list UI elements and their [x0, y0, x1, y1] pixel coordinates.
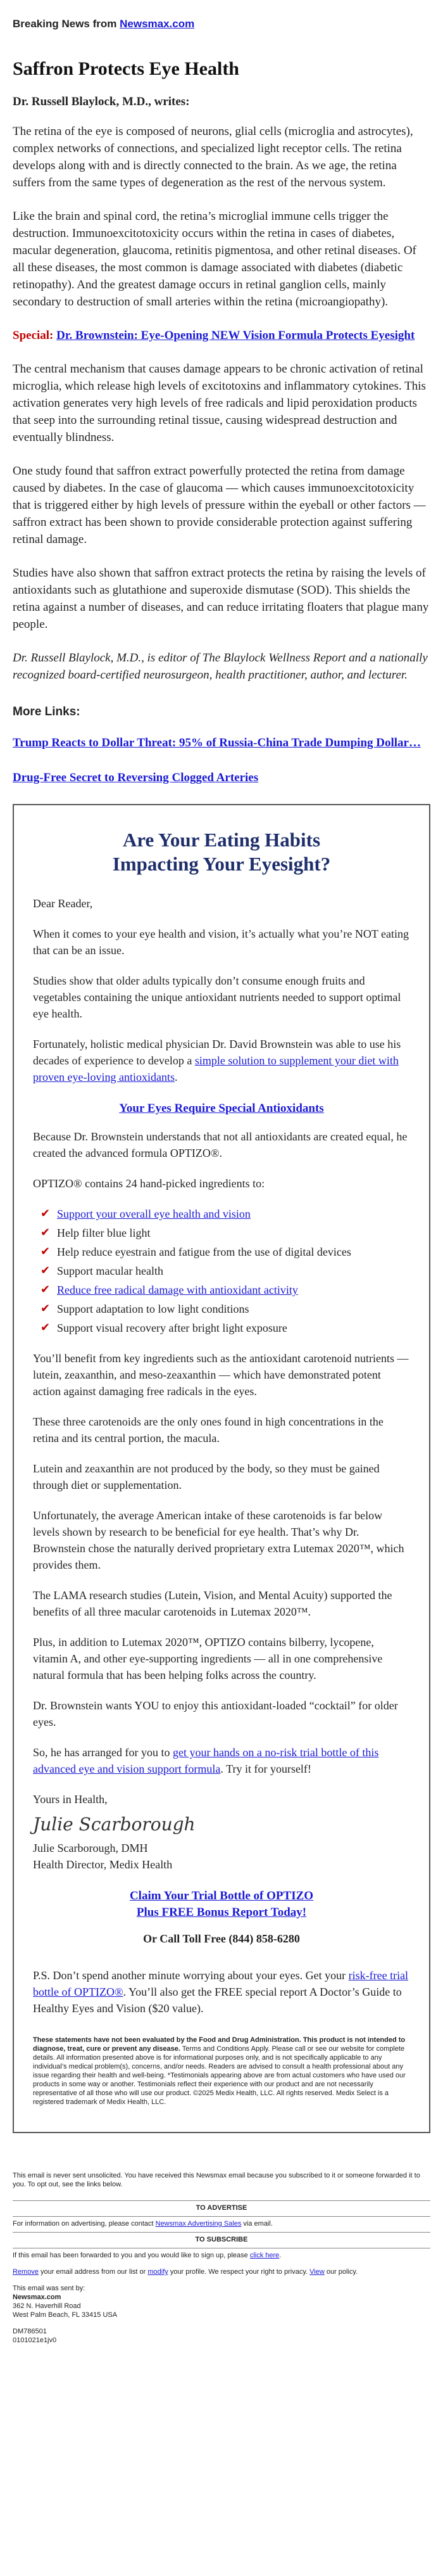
- ps-paragraph: P.S. Don’t spend another minute worrying about your eyes. Get your risk-free trial bottle of OPTIZO®. You’ll also get the FREE special report A Doctor’s Guide to Healthy Eyes and Vision ($20 value).: [33, 1969, 409, 2015]
- benefit-link[interactable]: Support your overall eye health and vision: [57, 1208, 251, 1220]
- ad-paragraph: Unfortunately, the average American intake of these carotenoids is far below levels shown by research to be beneficial for eye health. That’s why Dr. Brownstein chose the naturally derived proprietary extra Lutemax 2020™, which provides them.: [33, 1509, 404, 1571]
- subscribe-text: If this email has been forwarded to you and you would like to sign up, please click here.: [13, 2252, 282, 2259]
- email-body: [13, 0, 430, 2133]
- signer-title: Health Director, Medix Health: [33, 1858, 173, 1871]
- special-label: Special:: [13, 329, 57, 342]
- cta-block: [33, 1888, 410, 1921]
- benefit-item: ✔ Support adaptation to low light conditions: [41, 1301, 410, 1317]
- article-paragraph: The retina of the eye is composed of neurons, glial cells (microglia and astrocytes), complex networks of connections, and specialized light receptor cells. The retina develops along with and is directly connected to the brain. As we age, the retina suffers from the same types of degeneration as the rest of the nervous system.: [13, 125, 413, 189]
- sender-block: This email was sent by: Newsmax.com 362 N. Haverhill Road West Palm Beach, FL 33415 USA: [13, 2285, 118, 2319]
- ad-paragraph: Dr. Brownstein wants YOU to enjoy this antioxidant-loaded “cocktail” for older eyes.: [33, 1699, 398, 1728]
- benefit-item: ✔ Support macular health: [41, 1263, 410, 1279]
- ad-title-line2: Impacting Your Eyesight?: [112, 853, 331, 875]
- ad-paragraph: The LAMA research studies (Lutein, Vision, and Mental Acuity) supported the benefits of all three macular carotenoids in Lutemax 2020™.: [33, 1589, 392, 1618]
- ad-paragraph: These three carotenoids are the only ones found in high concentrations in the retina and its central portion, the macula.: [33, 1415, 384, 1444]
- newsmax-link[interactable]: Newsmax.com: [120, 18, 195, 30]
- special-link[interactable]: Dr. Brownstein: Eye-Opening NEW Vision Formula Protects Eyesight: [56, 329, 415, 342]
- free-report-link[interactable]: Plus FREE Bonus Report Today!: [136, 1906, 307, 1919]
- unsubscribe-text: Remove your email address from our list or modify your profile. We respect your right to privacy. View our policy.: [13, 2268, 358, 2276]
- benefit-list: [41, 1206, 410, 1336]
- ad-paragraph: When it comes to your eye health and vision, it’s actually what you’re NOT eating that can be an issue.: [33, 928, 409, 957]
- ad-subhead[interactable]: Your Eyes Require Special Antioxidants: [119, 1102, 324, 1115]
- author-bio: Dr. Russell Blaylock, M.D., is editor of The Blaylock Wellness Report and a nationally recognized board-certified neurosurgeon, health practitioner, author, and lecturer.: [13, 651, 428, 682]
- ad-title: [33, 828, 410, 876]
- signature-image: Julie Scarborough: [33, 1814, 196, 1835]
- more-link-item: [13, 769, 430, 786]
- ad-paragraph: You’ll benefit from key ingredients such as the antioxidant carotenoid nutrients — lutein, zeaxanthin, and meso-zeaxanthin — which have demonstrated potent action against damaging free radicals in the eyes.: [33, 1352, 409, 1398]
- benefit-item: ✔ Help reduce eyestrain and fatigue from the use of digital devices: [41, 1244, 410, 1260]
- unsolicited-notice: This email is never sent unsolicited. You have received this Newsmax email because you subscribed to it or someone forwarded it to you. To opt out, see the links below.: [13, 2172, 420, 2188]
- advertising-sales-link[interactable]: Newsmax Advertising Sales: [155, 2220, 242, 2228]
- subscribe-click-here-link[interactable]: click here: [249, 2252, 280, 2259]
- checkmark-icon: ✔: [41, 1283, 51, 1296]
- antioxidant-solution-link[interactable]: simple solution to supplement your diet with proven eye-loving antioxidants: [33, 1054, 399, 1083]
- article-paragraph: Studies have also shown that saffron extract protects the retina by raising the levels of antioxidants such as glutathione and superoxide dismutase (SOD). This shields the retina against a number of diseases, and can reduce irritating floaters that plague many people.: [13, 566, 429, 631]
- ad-paragraph: Lutein and zeaxanthin are not produced by the body, so they must be gained through diet or supplementation.: [33, 1462, 380, 1491]
- advertise-text: For information on advertising, please contact Newsmax Advertising Sales via email.: [13, 2220, 273, 2228]
- closing: Yours in Health,: [33, 1793, 108, 1806]
- more-links-heading: More Links:: [13, 705, 80, 718]
- article-title: Saffron Protects Eye Health: [13, 58, 239, 79]
- signer-block: [33, 1840, 410, 1873]
- checkmark-icon: ✔: [41, 1207, 51, 1220]
- email-footer: [13, 2171, 430, 2345]
- breaking-header: [13, 18, 430, 30]
- article-paragraph: Like the brain and spinal cord, the retina’s microglial immune cells trigger the destruction. Immunoexcitotoxicity occurs within the retina in cases of diabetes, macular degeneration, glaucoma, retinitis pigmentosa, and other retinal diseases. Of all these diseases, the most common is damage associated with diabetes (diabetic retinopathy). And the greatest damage occurs in retinal ganglion cells, mainly secondary to destruction of small arteries within the retina (microangiopathy).: [13, 210, 416, 309]
- more-link-dollar[interactable]: Trump Reacts to Dollar Threat: 95% of Russia-China Trade Dumping Dollar…: [13, 736, 421, 749]
- article-byline: Dr. Russell Blaylock, M.D., writes:: [13, 95, 190, 108]
- ad-paragraph: Plus, in addition to Lutemax 2020™, OPTIZO contains bilberry, lycopene, vitamin A, and other eye-supporting ingredients — all in one comprehensive natural formula that has been helping folks across the country.: [33, 1636, 383, 1681]
- ad-paragraph: So, he has arranged for you to get your hands on a no-risk trial bottle of this advanced eye and vision support formula. Try it for yourself!: [33, 1746, 379, 1775]
- subscribe-heading: TO SUBSCRIBE: [195, 2236, 248, 2243]
- checkmark-icon: ✔: [41, 1321, 51, 1334]
- checkmark-icon: ✔: [41, 1226, 51, 1239]
- checkmark-icon: ✔: [41, 1302, 51, 1315]
- benefit-item: ✔ Help filter blue light: [41, 1225, 410, 1241]
- advertise-heading: TO ADVERTISE: [196, 2204, 247, 2212]
- modify-profile-link[interactable]: modify: [147, 2268, 168, 2276]
- optizo-ad: [13, 804, 430, 2133]
- claim-trial-link[interactable]: Claim Your Trial Bottle of OPTIZO: [129, 1889, 314, 1903]
- ps-trial-link[interactable]: risk-free trial bottle of OPTIZO®: [33, 1969, 409, 1998]
- ad-paragraph: Fortunately, holistic medical physician Dr. David Brownstein was able to use his decades of experience to develop a simple solution to supplement your diet with proven eye-loving antioxidants.: [33, 1038, 401, 1083]
- more-link-arteries[interactable]: Drug-Free Secret to Reversing Clogged Arteries: [13, 771, 259, 784]
- checkmark-icon: ✔: [41, 1264, 51, 1277]
- ad-paragraph: Because Dr. Brownstein understands that not all antioxidants are created equal, he created the advanced formula OPTIZO®.: [33, 1130, 408, 1159]
- benefit-link[interactable]: Reduce free radical damage with antioxidant activity: [57, 1284, 298, 1296]
- ad-greeting: Dear Reader,: [33, 897, 93, 910]
- tracking-codes: DM786501 0101021e1jv0: [13, 2328, 57, 2344]
- special-callout: [13, 327, 430, 344]
- more-link-item: [13, 734, 430, 751]
- ad-paragraph: Studies show that older adults typically don’t consume enough fruits and vegetables containing the unique antioxidant nutrients needed to support optimal eye health.: [33, 974, 401, 1020]
- ad-paragraph: OPTIZO® contains 24 hand-picked ingredients to:: [33, 1177, 265, 1190]
- article-paragraph: The central mechanism that causes damage appears to be chronic activation of retinal microglia, which release high levels of excitotoxins and inflammatory cytokines. This activation generates very high levels of free radicals and lipid peroxidation products that seep into the surrounding retinal tissue, causing widespread destruction and eventually blindness.: [13, 362, 426, 444]
- benefit-item: [41, 1282, 410, 1298]
- call-toll-free: Or Call Toll Free (844) 858-6280: [143, 1932, 300, 1945]
- benefit-item: ✔ Support visual recovery after bright light exposure: [41, 1320, 410, 1336]
- breaking-prefix: Breaking News from: [13, 18, 120, 30]
- fda-disclaimer: These statements have not been evaluated by the Food and Drug Administration. This product is not intended to diagnose, treat, cure or prevent any disease. Terms and Conditions Apply. Please call or see our website for complete details. All information presented above is for informational purposes only, and is not specifically applicable to any individual’s medical problem(s), concerns, and/or needs. Readers are advised to consult a health professional about any issue regarding their health and well-being. *Testimonials appearing above are from actual customers who have used our products in some way or another. Testimonials reflect their experience with our product and are not necessarily representative of all those who will use our product. ©2025 Medix Health, LLC. All rights reserved. Medix Select is a registered trademark of Medix Health, LLC.: [33, 2036, 406, 2106]
- signer-name: Julie Scarborough, DMH: [33, 1842, 148, 1854]
- checkmark-icon: ✔: [41, 1245, 51, 1258]
- benefit-item: [41, 1206, 410, 1222]
- article-paragraph: One study found that saffron extract powerfully protected the retina from damage caused by diabetes. In the case of glaucoma — which causes immunoexcitotoxicity that is triggered either by high levels of pressure within the eyeball or other factors — saffron extract has been shown to provide considerable protection against suffering retinal damage.: [13, 464, 426, 546]
- ad-title-line1: Are Your Eating Habits: [122, 829, 321, 851]
- remove-link[interactable]: Remove: [13, 2268, 39, 2276]
- trial-bottle-link[interactable]: get your hands on a no-risk trial bottle of this advanced eye and vision support formula: [33, 1746, 379, 1775]
- privacy-policy-link[interactable]: View: [309, 2268, 325, 2276]
- sender-company: Newsmax.com: [13, 2293, 61, 2301]
